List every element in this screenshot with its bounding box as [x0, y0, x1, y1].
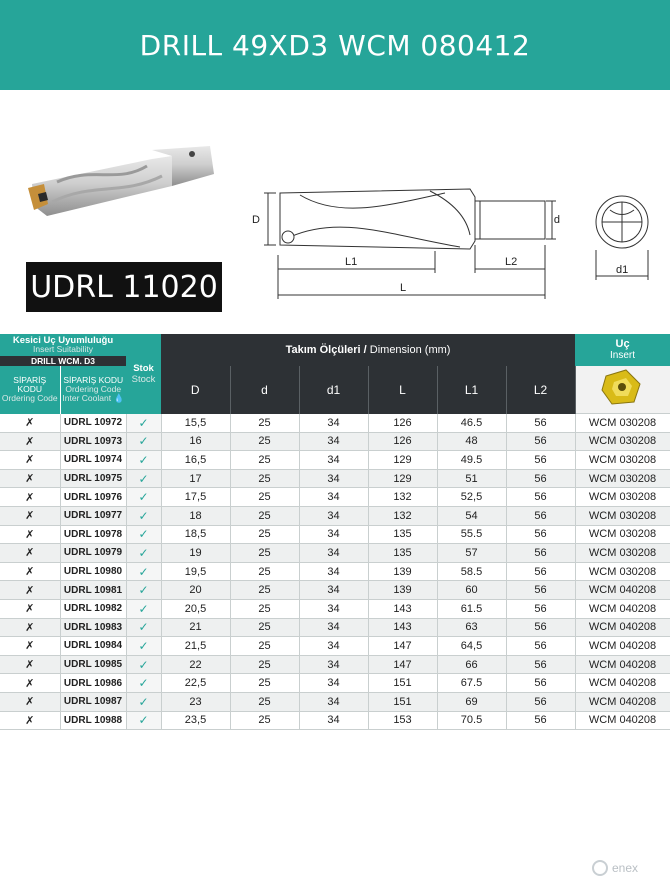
- col-header-d: d: [230, 366, 299, 414]
- table-row: [0, 432, 670, 451]
- dim-d: 25: [230, 562, 299, 581]
- standard-code-mark: ✗: [0, 488, 60, 507]
- insert-code: WCM 030208: [575, 525, 670, 544]
- dim-D: 19: [161, 544, 230, 563]
- insert-code: WCM 040208: [575, 599, 670, 618]
- dim-D: 19,5: [161, 562, 230, 581]
- insert-icon: [576, 366, 670, 408]
- dim-d: 25: [230, 488, 299, 507]
- dim-D: 16,5: [161, 451, 230, 470]
- label-d1: d1: [616, 264, 629, 276]
- insert-code: WCM 040208: [575, 581, 670, 600]
- dim-d1: 34: [299, 711, 368, 730]
- dim-L: 151: [368, 674, 437, 693]
- dim-L: 143: [368, 618, 437, 637]
- stock-check-icon: ✓: [126, 469, 161, 488]
- dim-L: 132: [368, 488, 437, 507]
- dim-L2: 56: [506, 674, 575, 693]
- insert-suitability-en: Insert Suitability: [33, 344, 93, 354]
- insert-code: WCM 030208: [575, 414, 670, 433]
- insert-tr: Uç: [615, 338, 630, 350]
- insert-code: WCM 040208: [575, 674, 670, 693]
- standard-code-mark: ✗: [0, 581, 60, 600]
- col-header-L1: L1: [437, 366, 506, 414]
- standard-code-mark: ✗: [0, 692, 60, 711]
- dim-L1: 55.5: [437, 525, 506, 544]
- standard-code-mark: ✗: [0, 562, 60, 581]
- ordering-code-en: Ordering Code: [1, 393, 58, 404]
- dim-d1: 34: [299, 414, 368, 433]
- dim-L1: 69: [437, 692, 506, 711]
- dim-L: 143: [368, 599, 437, 618]
- stock-check-icon: ✓: [126, 562, 161, 581]
- insert-code: WCM 040208: [575, 692, 670, 711]
- dim-d: 25: [230, 544, 299, 563]
- dim-L2: 56: [506, 506, 575, 525]
- table-row: [0, 674, 670, 693]
- dim-d1: 34: [299, 618, 368, 637]
- dimension-header: [161, 334, 575, 366]
- dim-d: 25: [230, 451, 299, 470]
- dim-d1: 34: [299, 451, 368, 470]
- dim-L1: 60: [437, 581, 506, 600]
- stock-check-icon: ✓: [126, 618, 161, 637]
- drop-icon: 💧: [113, 393, 125, 404]
- ordering-code: UDRL 10981: [60, 581, 126, 600]
- dim-D: 22: [161, 655, 230, 674]
- dim-L1: 64,5: [437, 637, 506, 656]
- standard-code-mark: ✗: [0, 637, 60, 656]
- dim-d: 25: [230, 655, 299, 674]
- dim-L1: 63: [437, 618, 506, 637]
- ordering-code: UDRL 10975: [60, 469, 126, 488]
- standard-code-mark: ✗: [0, 599, 60, 618]
- table-row: [0, 581, 670, 600]
- table-row: [0, 525, 670, 544]
- stock-check-icon: ✓: [126, 674, 161, 693]
- ordering-code: UDRL 10978: [60, 525, 126, 544]
- coolant-code-tr: SİPARİŞ KODU: [63, 375, 124, 386]
- dim-L1: 46.5: [437, 414, 506, 433]
- insert-code: WCM 030208: [575, 562, 670, 581]
- model-code-badge: UDRL 11020: [26, 262, 222, 312]
- ordering-code: UDRL 10974: [60, 451, 126, 470]
- dim-L: 147: [368, 637, 437, 656]
- dim-D: 20: [161, 581, 230, 600]
- standard-code-mark: ✗: [0, 544, 60, 563]
- dim-L1: 51: [437, 469, 506, 488]
- dim-L2: 56: [506, 655, 575, 674]
- title-bar: [0, 0, 670, 90]
- dim-D: 23: [161, 692, 230, 711]
- insert-code: WCM 030208: [575, 432, 670, 451]
- stock-check-icon: ✓: [126, 581, 161, 600]
- dim-L1: 52,5: [437, 488, 506, 507]
- insert-code: WCM 030208: [575, 488, 670, 507]
- dim-D: 17: [161, 469, 230, 488]
- standard-code-mark: ✗: [0, 618, 60, 637]
- insert-code: WCM 040208: [575, 711, 670, 730]
- dim-L: 139: [368, 581, 437, 600]
- dim-L: 129: [368, 469, 437, 488]
- dim-L: 126: [368, 414, 437, 433]
- dim-L2: 56: [506, 637, 575, 656]
- standard-code-mark: ✗: [0, 451, 60, 470]
- dim-L: 135: [368, 544, 437, 563]
- dim-D: 17,5: [161, 488, 230, 507]
- table-row: [0, 562, 670, 581]
- dim-L2: 56: [506, 711, 575, 730]
- drill-group-header: DRILL WCM. D3: [0, 356, 126, 366]
- dim-L1: 48: [437, 432, 506, 451]
- dim-d: 25: [230, 711, 299, 730]
- label-L: L: [400, 282, 407, 294]
- dim-L: 129: [368, 451, 437, 470]
- dim-d: 25: [230, 599, 299, 618]
- standard-code-mark: ✗: [0, 414, 60, 433]
- page-title: DRILL 49XD3 WCM 080412: [139, 28, 531, 62]
- dim-D: 22,5: [161, 674, 230, 693]
- label-d: d: [553, 214, 560, 226]
- table-row: [0, 711, 670, 730]
- ordering-code: UDRL 10976: [60, 488, 126, 507]
- dim-D: 16: [161, 432, 230, 451]
- dim-d: 25: [230, 618, 299, 637]
- table-row: [0, 618, 670, 637]
- dim-d1: 34: [299, 599, 368, 618]
- col-header-D: D: [161, 366, 230, 414]
- ordering-code: UDRL 10977: [60, 506, 126, 525]
- standard-code-mark: ✗: [0, 432, 60, 451]
- standard-code-mark: ✗: [0, 674, 60, 693]
- stock-check-icon: ✓: [126, 488, 161, 507]
- dim-d1: 34: [299, 432, 368, 451]
- col-header-L: L: [368, 366, 437, 414]
- dim-L1: 54: [437, 506, 506, 525]
- ordering-code: UDRL 10986: [60, 674, 126, 693]
- dim-d: 25: [230, 637, 299, 656]
- stock-header: [126, 334, 161, 414]
- stock-check-icon: ✓: [126, 525, 161, 544]
- dim-L: 132: [368, 506, 437, 525]
- dim-d: 25: [230, 414, 299, 433]
- dim-d1: 34: [299, 506, 368, 525]
- ordering-code-tr: SİPARİŞ KODU: [13, 375, 47, 395]
- insert-code: WCM 030208: [575, 451, 670, 470]
- dim-d: 25: [230, 432, 299, 451]
- stock-check-icon: ✓: [126, 637, 161, 656]
- stock-check-icon: ✓: [126, 655, 161, 674]
- standard-code-mark: ✗: [0, 469, 60, 488]
- dim-L1: 58.5: [437, 562, 506, 581]
- insert-code: WCM 040208: [575, 618, 670, 637]
- ordering-code: UDRL 10983: [60, 618, 126, 637]
- ordering-code: UDRL 10988: [60, 711, 126, 730]
- standard-code-mark: ✗: [0, 506, 60, 525]
- stock-check-icon: ✓: [126, 711, 161, 730]
- table-row: [0, 469, 670, 488]
- dim-L2: 56: [506, 525, 575, 544]
- dim-L1: 61.5: [437, 599, 506, 618]
- dim-d1: 34: [299, 692, 368, 711]
- ordering-code: UDRL 10982: [60, 599, 126, 618]
- dim-L: 135: [368, 525, 437, 544]
- label-D: D: [252, 214, 260, 226]
- dimension-en: Dimension (mm): [369, 344, 451, 356]
- insert-code: WCM 040208: [575, 655, 670, 674]
- dim-d1: 34: [299, 637, 368, 656]
- dim-L2: 56: [506, 599, 575, 618]
- dim-L1: 49.5: [437, 451, 506, 470]
- dim-d: 25: [230, 692, 299, 711]
- dim-L2: 56: [506, 692, 575, 711]
- ordering-code: UDRL 10987: [60, 692, 126, 711]
- ordering-code: UDRL 10984: [60, 637, 126, 656]
- stock-check-icon: ✓: [126, 506, 161, 525]
- insert-image-cell: [575, 366, 670, 414]
- dim-L2: 56: [506, 432, 575, 451]
- watermark-text: enex: [612, 861, 639, 875]
- dim-d1: 34: [299, 544, 368, 563]
- dim-L1: 70.5: [437, 711, 506, 730]
- table-row: [0, 414, 670, 433]
- standard-code-mark: ✗: [0, 711, 60, 730]
- insert-suitability-header: [0, 334, 126, 356]
- stock-check-icon: ✓: [126, 451, 161, 470]
- dim-d: 25: [230, 581, 299, 600]
- insert-code: WCM 040208: [575, 637, 670, 656]
- table-row: [0, 544, 670, 563]
- dim-d: 25: [230, 525, 299, 544]
- stock-check-icon: ✓: [126, 544, 161, 563]
- insert-suitability-tr: Kesici Uç Uyumluluğu: [12, 335, 114, 346]
- dim-d: 25: [230, 469, 299, 488]
- insert-header: [575, 334, 670, 366]
- watermark: [592, 860, 638, 876]
- dim-L: 139: [368, 562, 437, 581]
- stock-check-icon: ✓: [126, 432, 161, 451]
- dim-D: 21,5: [161, 637, 230, 656]
- table-row: [0, 637, 670, 656]
- drill-technical-drawing: [230, 175, 560, 305]
- drill-product-photo: [22, 144, 222, 224]
- dim-L: 147: [368, 655, 437, 674]
- dim-D: 15,5: [161, 414, 230, 433]
- stock-check-icon: ✓: [126, 599, 161, 618]
- ordering-code: UDRL 10985: [60, 655, 126, 674]
- dim-L2: 56: [506, 618, 575, 637]
- dim-L2: 56: [506, 488, 575, 507]
- coolant-note-text: Inter Coolant: [62, 393, 112, 404]
- label-L2: L2: [505, 256, 518, 268]
- col-header-L2: L2: [506, 366, 575, 414]
- table-row: [0, 599, 670, 618]
- table-row: [0, 488, 670, 507]
- dim-D: 21: [161, 618, 230, 637]
- dim-D: 18: [161, 506, 230, 525]
- stock-en: Stock: [131, 373, 156, 385]
- drill-end-view: [588, 180, 668, 280]
- standard-code-mark: ✗: [0, 655, 60, 674]
- insert-en: Insert: [610, 350, 636, 361]
- dim-L: 126: [368, 432, 437, 451]
- label-L1: L1: [345, 256, 358, 268]
- ordering-code-header: [0, 366, 60, 414]
- dim-d1: 34: [299, 655, 368, 674]
- table-row: [0, 692, 670, 711]
- standard-code-mark: ✗: [0, 525, 60, 544]
- ordering-code: UDRL 10972: [60, 414, 126, 433]
- table-row: [0, 655, 670, 674]
- ordering-code: UDRL 10979: [60, 544, 126, 563]
- spec-table: [0, 334, 670, 730]
- dim-L2: 56: [506, 581, 575, 600]
- coolant-code-en: Ordering Code: [65, 384, 122, 395]
- ordering-code: UDRL 10973: [60, 432, 126, 451]
- dim-D: 20,5: [161, 599, 230, 618]
- table-row: [0, 506, 670, 525]
- dim-L: 153: [368, 711, 437, 730]
- col-header-d1: d1: [299, 366, 368, 414]
- dim-d1: 34: [299, 525, 368, 544]
- dim-L2: 56: [506, 469, 575, 488]
- dim-L2: 56: [506, 414, 575, 433]
- dim-L: 151: [368, 692, 437, 711]
- dim-L2: 56: [506, 562, 575, 581]
- dim-d1: 34: [299, 674, 368, 693]
- dim-L1: 57: [437, 544, 506, 563]
- dim-D: 23,5: [161, 711, 230, 730]
- stock-check-icon: ✓: [126, 414, 161, 433]
- dim-d: 25: [230, 674, 299, 693]
- dimension-tr: Takım Ölçüleri /: [285, 344, 367, 356]
- insert-code: WCM 030208: [575, 469, 670, 488]
- dim-d1: 34: [299, 469, 368, 488]
- insert-code: WCM 030208: [575, 544, 670, 563]
- dim-L1: 67.5: [437, 674, 506, 693]
- dim-L1: 66: [437, 655, 506, 674]
- dim-d: 25: [230, 506, 299, 525]
- stock-tr: Stok: [133, 362, 154, 374]
- dim-d1: 34: [299, 562, 368, 581]
- dim-D: 18,5: [161, 525, 230, 544]
- dim-d1: 34: [299, 581, 368, 600]
- dim-L2: 56: [506, 451, 575, 470]
- watermark-logo-icon: [592, 860, 608, 876]
- ordering-code: UDRL 10980: [60, 562, 126, 581]
- stock-check-icon: ✓: [126, 692, 161, 711]
- table-row: [0, 451, 670, 470]
- dim-L2: 56: [506, 544, 575, 563]
- coolant-note: [61, 394, 127, 403]
- dim-d1: 34: [299, 488, 368, 507]
- insert-code: WCM 030208: [575, 506, 670, 525]
- coolant-code-header: [60, 366, 126, 414]
